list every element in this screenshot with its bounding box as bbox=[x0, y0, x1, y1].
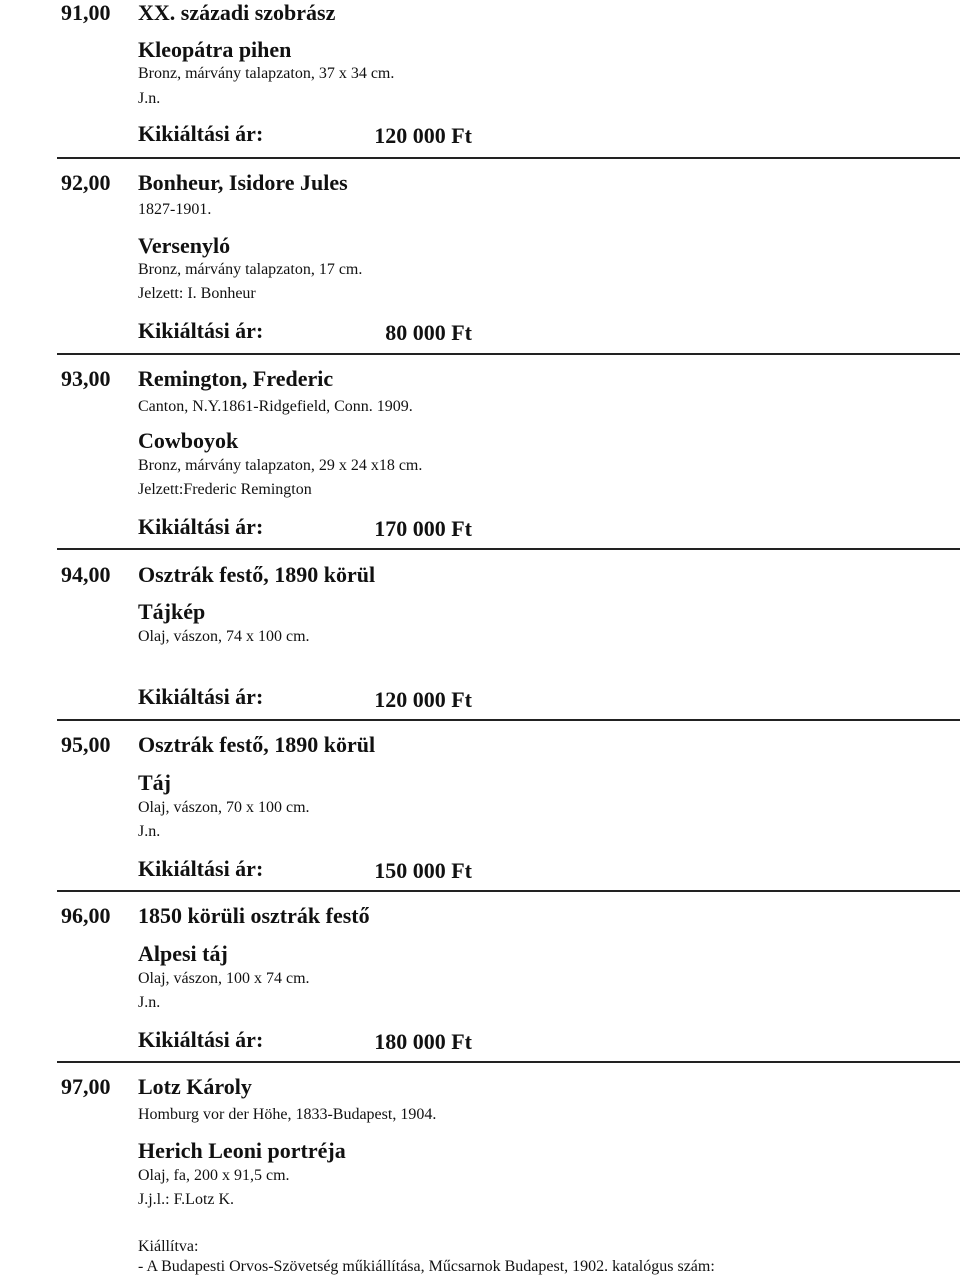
lot-artist: Lotz Károly bbox=[138, 1074, 252, 1099]
lot-detail: Jelzett:Frederic Remington bbox=[138, 481, 312, 498]
price-label: Kikiáltási ár: bbox=[138, 856, 264, 881]
divider bbox=[57, 548, 960, 550]
lot-detail: Olaj, vászon, 70 x 100 cm. bbox=[138, 799, 310, 816]
lot-title: Cowboyok bbox=[138, 428, 239, 453]
price-value: 120 000 Ft bbox=[374, 687, 472, 712]
lot-number: 96,00 bbox=[61, 903, 111, 928]
lot-detail: Olaj, vászon, 74 x 100 cm. bbox=[138, 628, 310, 645]
price-label: Kikiáltási ár: bbox=[138, 1027, 264, 1052]
exhibited-entry: - A Budapesti Orvos-Szövetség műkiállítása, Műcsarnok Budapest, 1902. katalógus szám: bbox=[138, 1258, 715, 1275]
lot-artist: Bonheur, Isidore Jules bbox=[138, 170, 348, 195]
lot-detail: Bronz, márvány talapzaton, 37 x 34 cm. bbox=[138, 65, 395, 82]
lot-detail: Olaj, fa, 200 x 91,5 cm. bbox=[138, 1167, 290, 1184]
divider bbox=[57, 890, 960, 892]
price-value: 150 000 Ft bbox=[374, 858, 472, 883]
lot-detail: Olaj, vászon, 100 x 74 cm. bbox=[138, 970, 310, 987]
lot-artist-dates: Canton, N.Y.1861-Ridgefield, Conn. 1909. bbox=[138, 398, 413, 415]
price-label: Kikiáltási ár: bbox=[138, 121, 264, 146]
lot-number: 95,00 bbox=[61, 732, 111, 757]
lot-detail: J.j.l.: F.Lotz K. bbox=[138, 1191, 235, 1208]
lot-detail: J.n. bbox=[138, 994, 161, 1011]
price-label: Kikiáltási ár: bbox=[138, 514, 264, 539]
divider bbox=[57, 157, 960, 159]
lot-artist: Osztrák festő, 1890 körül bbox=[138, 562, 376, 587]
lot-artist: 1850 körüli osztrák festő bbox=[138, 903, 370, 928]
lot-detail: Bronz, márvány talapzaton, 29 x 24 x18 cm. bbox=[138, 457, 423, 474]
lot-detail: Bronz, márvány talapzaton, 17 cm. bbox=[138, 261, 363, 278]
lot-artist: Osztrák festő, 1890 körül bbox=[138, 732, 376, 757]
price-value: 120 000 Ft bbox=[374, 123, 472, 148]
lot-title: Kleopátra pihen bbox=[138, 37, 292, 62]
lot-title: Táj bbox=[138, 770, 171, 795]
exhibited-label: Kiállítva: bbox=[138, 1238, 199, 1255]
divider bbox=[57, 1061, 960, 1063]
lot-number: 97,00 bbox=[61, 1074, 111, 1099]
lot-number: 92,00 bbox=[61, 170, 111, 195]
lot-detail: J.n. bbox=[138, 823, 161, 840]
price-value: 180 000 Ft bbox=[374, 1029, 472, 1054]
lot-title: Alpesi táj bbox=[138, 941, 228, 966]
price-label: Kikiáltási ár: bbox=[138, 318, 264, 343]
lot-artist: XX. századi szobrász bbox=[138, 0, 336, 25]
lot-title: Herich Leoni portréja bbox=[138, 1138, 346, 1163]
lot-title: Versenyló bbox=[138, 233, 231, 258]
price-value: 170 000 Ft bbox=[374, 516, 472, 541]
lot-detail: J.n. bbox=[138, 90, 161, 107]
lot-detail: Jelzett: I. Bonheur bbox=[138, 285, 256, 302]
lot-artist-dates: 1827-1901. bbox=[138, 201, 212, 218]
price-value: 80 000 Ft bbox=[385, 320, 472, 345]
divider bbox=[57, 719, 960, 721]
price-label: Kikiáltási ár: bbox=[138, 684, 264, 709]
lot-number: 94,00 bbox=[61, 562, 111, 587]
lot-number: 91,00 bbox=[61, 0, 111, 25]
lot-title: Tájkép bbox=[138, 599, 206, 624]
lot-artist-dates: Homburg vor der Höhe, 1833-Budapest, 1904. bbox=[138, 1106, 437, 1123]
lot-number: 93,00 bbox=[61, 366, 111, 391]
divider bbox=[57, 353, 960, 355]
lot-artist: Remington, Frederic bbox=[138, 366, 334, 391]
